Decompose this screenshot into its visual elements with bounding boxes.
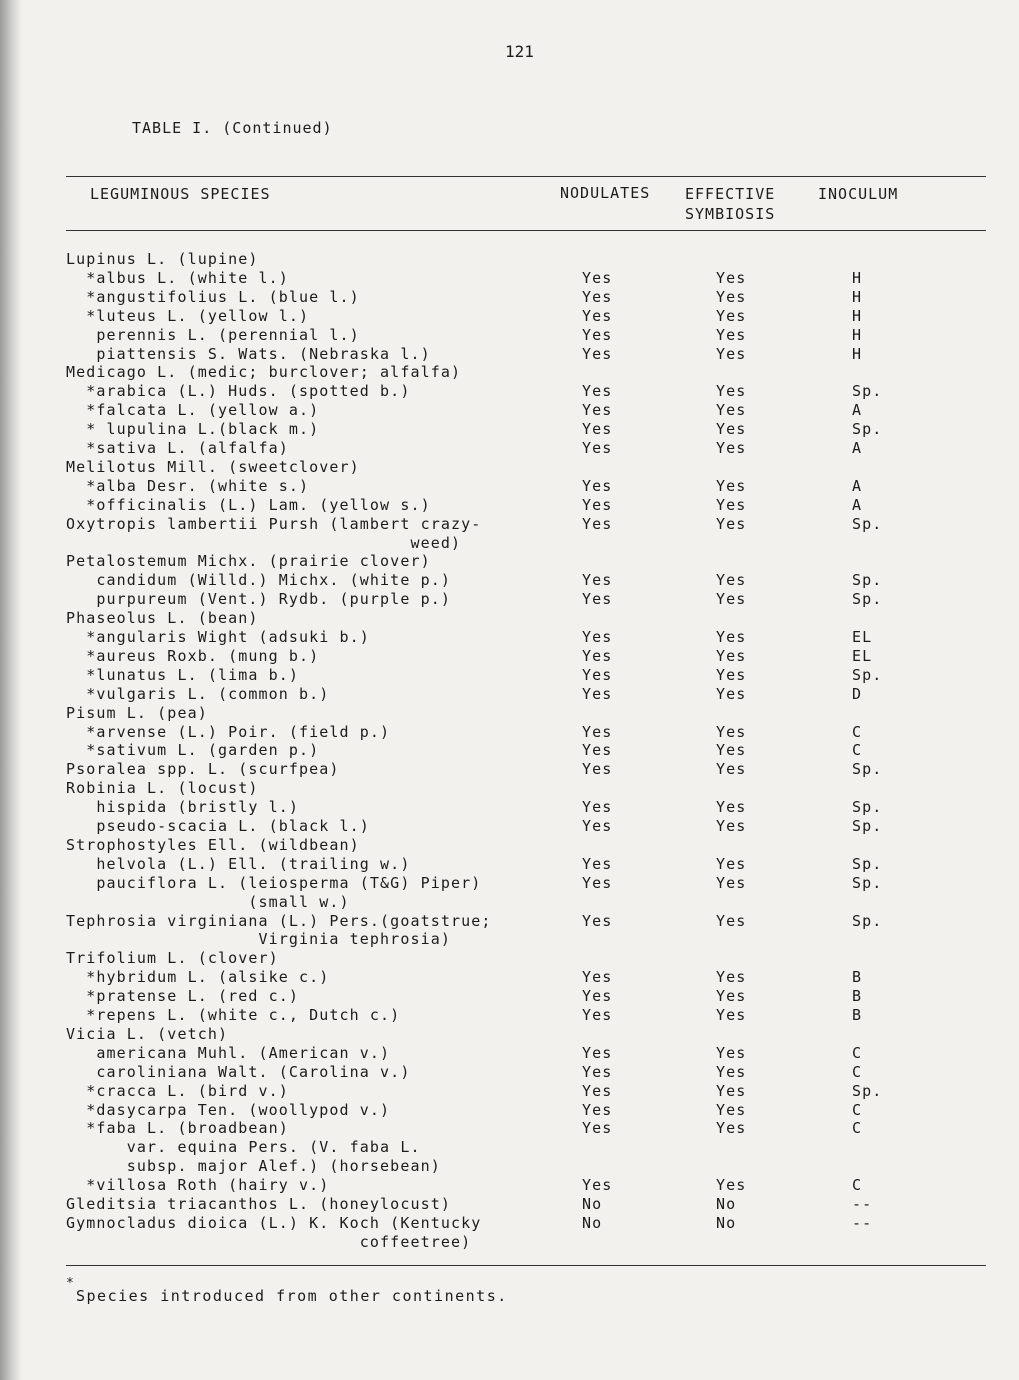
nodulates-cell: Yes — [582, 760, 613, 779]
inoculum-cell: Sp. — [852, 665, 883, 684]
table-row — [0, 647, 1019, 666]
species-cell: Trifolium L. (clover) — [66, 949, 279, 968]
inoculum-cell: C — [852, 1176, 863, 1195]
table-row — [0, 628, 1019, 647]
table-row — [0, 685, 1019, 704]
inoculum-cell: C — [852, 722, 863, 741]
species-cell: weed) — [66, 533, 462, 552]
table-row — [0, 439, 1019, 458]
species-cell: *angularis Wight (adsuki b.) — [66, 628, 370, 646]
inoculum-cell: H — [852, 287, 863, 306]
inoculum-cell: A — [852, 495, 863, 514]
nodulates-cell: Yes — [582, 987, 613, 1006]
table-row — [0, 798, 1019, 817]
table-row — [0, 949, 1019, 968]
effective-symbiosis-cell: Yes — [716, 420, 747, 439]
inoculum-cell: Sp. — [852, 571, 883, 590]
species-cell: *vulgaris L. (common b.) — [66, 684, 330, 703]
inoculum-cell: C — [852, 1100, 863, 1119]
effective-symbiosis-cell: No — [716, 1213, 737, 1232]
species-cell: americana Muhl. (American v.) — [66, 1043, 391, 1062]
inoculum-cell: Sp. — [852, 590, 883, 609]
table-top-rule — [66, 176, 986, 177]
table-row — [0, 779, 1019, 798]
table-row — [0, 817, 1019, 836]
nodulates-cell: Yes — [582, 495, 613, 514]
table-row — [0, 760, 1019, 779]
effective-symbiosis-cell: Yes — [716, 798, 747, 817]
species-cell: Robinia L. (locust) — [66, 779, 259, 798]
inoculum-cell: H — [852, 306, 863, 325]
inoculum-cell: H — [852, 344, 863, 363]
effective-symbiosis-cell: Yes — [716, 495, 747, 514]
nodulates-cell: Yes — [582, 382, 613, 401]
table-row — [0, 836, 1019, 855]
species-cell: *faba L. (broadbean) — [66, 1119, 289, 1138]
table-row — [0, 912, 1019, 931]
effective-symbiosis-cell: Yes — [716, 987, 747, 1006]
table-row — [0, 987, 1019, 1006]
table-row — [0, 477, 1019, 496]
nodulates-cell: Yes — [582, 968, 613, 987]
table-row — [0, 307, 1019, 326]
table-row — [0, 552, 1019, 571]
species-cell: *sativum L. (garden p.) — [66, 741, 320, 760]
effective-symbiosis-cell: Yes — [716, 854, 747, 873]
nodulates-cell: Yes — [582, 873, 613, 892]
effective-symbiosis-cell: Yes — [716, 590, 747, 609]
table-row — [0, 1119, 1019, 1138]
table-row — [0, 1233, 1019, 1252]
table-row — [0, 741, 1019, 760]
inoculum-cell: Sp. — [852, 514, 883, 533]
effective-symbiosis-cell: Yes — [716, 1100, 747, 1119]
inoculum-cell: A — [852, 476, 863, 495]
species-cell: *lunatus L. (lima b.) — [66, 665, 300, 684]
nodulates-cell: Yes — [582, 306, 613, 325]
header-effective-line2: SYMBIOSIS — [685, 205, 776, 223]
effective-symbiosis-cell: Yes — [716, 1062, 747, 1081]
nodulates-cell: Yes — [582, 817, 613, 835]
inoculum-cell: B — [852, 968, 863, 987]
species-cell: Virginia tephrosia) — [66, 930, 451, 949]
effective-symbiosis-cell: Yes — [716, 287, 747, 306]
species-cell: *luteus L. (yellow l.) — [66, 306, 310, 325]
effective-symbiosis-cell: Yes — [716, 344, 747, 363]
inoculum-cell: Sp. — [852, 873, 883, 892]
table-row — [0, 1044, 1019, 1063]
nodulates-cell: Yes — [582, 1119, 613, 1138]
header-effective-line1: EFFECTIVE — [685, 185, 776, 203]
inoculum-cell: C — [852, 1119, 863, 1138]
effective-symbiosis-cell: Yes — [716, 722, 747, 741]
effective-symbiosis-cell: Yes — [716, 476, 747, 495]
table-row — [0, 269, 1019, 288]
species-cell: Psoralea spp. L. (scurfpea) — [66, 760, 340, 779]
effective-symbiosis-cell: Yes — [716, 1043, 747, 1062]
inoculum-cell: C — [852, 1043, 863, 1062]
nodulates-cell: Yes — [582, 684, 613, 703]
nodulates-cell: Yes — [582, 476, 613, 495]
inoculum-cell: H — [852, 325, 863, 344]
effective-symbiosis-cell: No — [716, 1195, 737, 1213]
header-effective-symbiosis — [685, 184, 775, 224]
effective-symbiosis-cell: Yes — [716, 514, 747, 533]
nodulates-cell: Yes — [582, 514, 613, 533]
species-cell: coffeetree) — [66, 1232, 472, 1251]
nodulates-cell: Yes — [582, 1006, 613, 1024]
species-cell: *dasycarpa Ten. (woollypod v.) — [66, 1100, 391, 1119]
species-cell: pauciflora L. (leiosperma (T&G) Piper) — [66, 873, 482, 892]
table-row — [0, 515, 1019, 534]
nodulates-cell: Yes — [582, 1176, 613, 1195]
inoculum-cell: EL — [852, 628, 873, 646]
species-cell: subsp. major Alef.) (horsebean) — [66, 1157, 441, 1176]
table-row — [0, 893, 1019, 912]
nodulates-cell: Yes — [582, 911, 613, 930]
table-row — [0, 1214, 1019, 1233]
table-row — [0, 1101, 1019, 1120]
inoculum-cell: Sp. — [852, 911, 883, 930]
inoculum-cell: A — [852, 439, 863, 457]
table-caption: TABLE I. (Continued) — [132, 119, 333, 137]
table-row — [0, 420, 1019, 439]
nodulates-cell: Yes — [582, 344, 613, 363]
effective-symbiosis-cell: Yes — [716, 1006, 747, 1024]
species-cell: purpureum (Vent.) Rydb. (purple p.) — [66, 590, 451, 609]
species-cell: hispida (bristly l.) — [66, 798, 300, 817]
species-cell: *cracca L. (bird v.) — [66, 1081, 289, 1100]
effective-symbiosis-cell: Yes — [716, 1119, 747, 1138]
table-row — [0, 382, 1019, 401]
inoculum-cell: EL — [852, 646, 873, 665]
species-cell: *albus L. (white l.) — [66, 268, 289, 287]
species-cell: *hybridum L. (alsike c.) — [66, 968, 330, 987]
footnote-asterisk: * — [66, 1276, 74, 1291]
effective-symbiosis-cell: Yes — [716, 1081, 747, 1100]
species-cell: Vicia L. (vetch) — [66, 1024, 229, 1043]
species-cell: caroliniana Walt. (Carolina v.) — [66, 1062, 411, 1081]
table-row — [0, 930, 1019, 949]
header-inoculum: INOCULUM — [818, 185, 899, 203]
species-cell: *repens L. (white c., Dutch c.) — [66, 1006, 401, 1024]
effective-symbiosis-cell: Yes — [716, 968, 747, 987]
effective-symbiosis-cell: Yes — [716, 665, 747, 684]
species-cell: var. equina Pers. (V. faba L. — [66, 1138, 421, 1157]
inoculum-cell: C — [852, 741, 863, 760]
header-nodulates: NODULATES — [560, 184, 651, 202]
table-row — [0, 496, 1019, 515]
table-header-rule — [66, 230, 986, 231]
species-cell: Medicago L. (medic; burclover; alfalfa) — [66, 363, 462, 382]
species-cell: piattensis S. Wats. (Nebraska l.) — [66, 344, 431, 363]
nodulates-cell: Yes — [582, 1043, 613, 1062]
nodulates-cell: Yes — [582, 571, 613, 590]
species-cell: Phaseolus L. (bean) — [66, 609, 259, 628]
table-row — [0, 1176, 1019, 1195]
table-row — [0, 571, 1019, 590]
table-row — [0, 1157, 1019, 1176]
inoculum-cell: Sp. — [852, 1081, 883, 1100]
table-row — [0, 326, 1019, 345]
table-bottom-rule — [66, 1265, 986, 1266]
species-cell: helvola (L.) Ell. (trailing w.) — [66, 854, 411, 873]
table-row — [0, 704, 1019, 723]
species-cell: *arabica (L.) Huds. (spotted b.) — [66, 382, 411, 401]
table-row — [0, 401, 1019, 420]
species-cell: *alba Desr. (white s.) — [66, 476, 310, 495]
table-row — [0, 590, 1019, 609]
inoculum-cell: -- — [852, 1213, 873, 1232]
inoculum-cell: A — [852, 401, 863, 420]
species-cell: (small w.) — [66, 892, 350, 911]
effective-symbiosis-cell: Yes — [716, 873, 747, 892]
table-row — [0, 534, 1019, 553]
table-row — [0, 1195, 1019, 1214]
nodulates-cell: Yes — [582, 439, 613, 457]
table-row — [0, 666, 1019, 685]
inoculum-cell: B — [852, 987, 863, 1006]
species-cell: *officinalis (L.) Lam. (yellow s.) — [66, 495, 431, 514]
table-row — [0, 458, 1019, 477]
inoculum-cell: Sp. — [852, 854, 883, 873]
inoculum-cell: Sp. — [852, 420, 883, 439]
nodulates-cell: No — [582, 1213, 603, 1232]
species-cell: Lupinus L. (lupine) — [66, 250, 259, 268]
inoculum-cell: Sp. — [852, 798, 883, 817]
table-row — [0, 250, 1019, 269]
species-cell: Strophostyles Ell. (wildbean) — [66, 835, 360, 854]
species-cell: *aureus Roxb. (mung b.) — [66, 646, 320, 665]
inoculum-cell: D — [852, 684, 863, 703]
nodulates-cell: Yes — [582, 665, 613, 684]
nodulates-cell: Yes — [582, 1062, 613, 1081]
nodulates-cell: Yes — [582, 401, 613, 420]
species-cell: pseudo-scacia L. (black l.) — [66, 817, 370, 835]
nodulates-cell: Yes — [582, 1081, 613, 1100]
nodulates-cell: Yes — [582, 798, 613, 817]
effective-symbiosis-cell: Yes — [716, 382, 747, 401]
nodulates-cell: Yes — [582, 722, 613, 741]
species-cell: Gleditsia triacanthos L. (honeylocust) — [66, 1195, 451, 1213]
table-row — [0, 1138, 1019, 1157]
species-cell: Melilotus Mill. (sweetclover) — [66, 457, 360, 476]
nodulates-cell: Yes — [582, 420, 613, 439]
inoculum-cell: H — [852, 268, 863, 287]
species-cell: Oxytropis lambertii Pursh (lambert crazy- — [66, 514, 482, 533]
table-row — [0, 723, 1019, 742]
species-cell: Pisum L. (pea) — [66, 703, 208, 722]
species-cell: *angustifolius L. (blue l.) — [66, 287, 360, 306]
effective-symbiosis-cell: Yes — [716, 306, 747, 325]
table-row — [0, 288, 1019, 307]
table-row — [0, 1063, 1019, 1082]
effective-symbiosis-cell: Yes — [716, 741, 747, 760]
table-row — [0, 363, 1019, 382]
species-cell: candidum (Willd.) Michx. (white p.) — [66, 571, 451, 590]
species-cell: *arvense (L.) Poir. (field p.) — [66, 722, 391, 741]
effective-symbiosis-cell: Yes — [716, 571, 747, 590]
effective-symbiosis-cell: Yes — [716, 268, 747, 287]
effective-symbiosis-cell: Yes — [716, 646, 747, 665]
nodulates-cell: Yes — [582, 646, 613, 665]
nodulates-cell: Yes — [582, 741, 613, 760]
table-row — [0, 874, 1019, 893]
inoculum-cell: Sp. — [852, 817, 883, 835]
species-cell: *villosa Roth (hairy v.) — [66, 1176, 330, 1195]
table-row — [0, 855, 1019, 874]
species-cell: Petalostemum Michx. (prairie clover) — [66, 552, 431, 571]
species-cell: Tephrosia virginiana (L.) Pers.(goatstrue; — [66, 911, 492, 930]
species-cell: *falcata L. (yellow a.) — [66, 401, 320, 420]
footnote-text: Species introduced from other continents. — [76, 1287, 508, 1305]
nodulates-cell: Yes — [582, 1100, 613, 1119]
nodulates-cell: Yes — [582, 854, 613, 873]
table-row — [0, 968, 1019, 987]
species-cell: * lupulina L.(black m.) — [66, 420, 320, 439]
page-number: 121 — [505, 42, 534, 61]
nodulates-cell: Yes — [582, 628, 613, 646]
table-row — [0, 1082, 1019, 1101]
effective-symbiosis-cell: Yes — [716, 401, 747, 420]
species-cell: perennis L. (perennial l.) — [66, 325, 360, 344]
nodulates-cell: Yes — [582, 287, 613, 306]
table-row — [0, 609, 1019, 628]
effective-symbiosis-cell: Yes — [716, 817, 747, 835]
effective-symbiosis-cell: Yes — [716, 628, 747, 646]
effective-symbiosis-cell: Yes — [716, 760, 747, 779]
nodulates-cell: Yes — [582, 590, 613, 609]
effective-symbiosis-cell: Yes — [716, 911, 747, 930]
header-leguminous-species: LEGUMINOUS SPECIES — [90, 185, 271, 203]
nodulates-cell: Yes — [582, 268, 613, 287]
nodulates-cell: No — [582, 1195, 603, 1213]
inoculum-cell: -- — [852, 1195, 873, 1213]
inoculum-cell: Sp. — [852, 382, 883, 401]
nodulates-cell: Yes — [582, 325, 613, 344]
effective-symbiosis-cell: Yes — [716, 325, 747, 344]
inoculum-cell: C — [852, 1062, 863, 1081]
species-cell: *sativa L. (alfalfa) — [66, 439, 289, 457]
effective-symbiosis-cell: Yes — [716, 439, 747, 457]
inoculum-cell: B — [852, 1006, 863, 1024]
effective-symbiosis-cell: Yes — [716, 684, 747, 703]
species-cell: *pratense L. (red c.) — [66, 987, 300, 1006]
effective-symbiosis-cell: Yes — [716, 1176, 747, 1195]
table-row — [0, 1025, 1019, 1044]
species-cell: Gymnocladus dioica (L.) K. Koch (Kentucky — [66, 1213, 482, 1232]
table-row — [0, 345, 1019, 364]
inoculum-cell: Sp. — [852, 760, 883, 779]
table-row — [0, 1006, 1019, 1025]
